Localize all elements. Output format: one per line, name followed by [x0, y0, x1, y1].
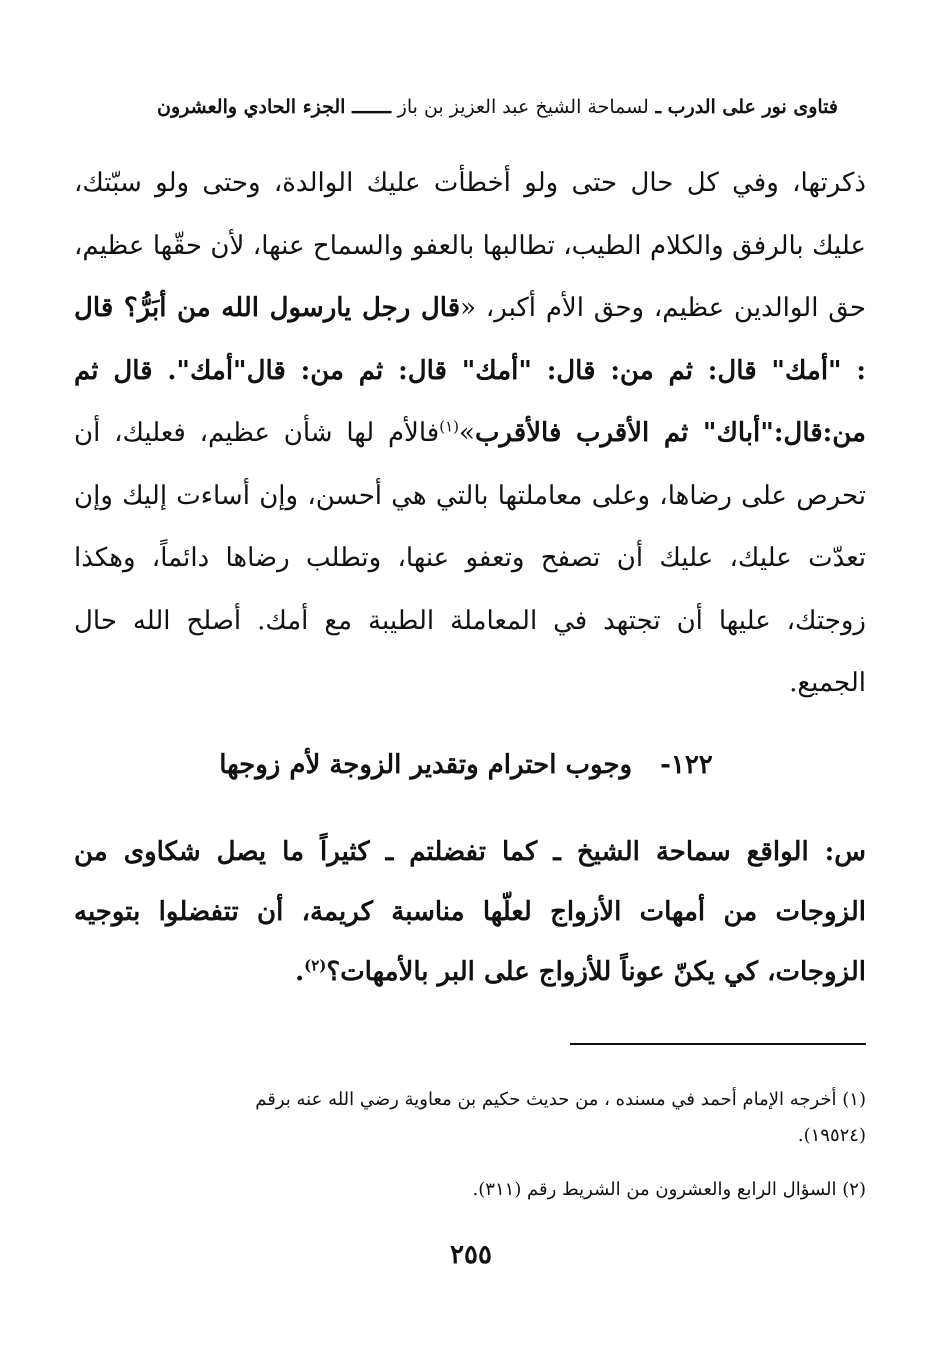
question-text: س: الواقع سماحة الشيخ ـ كما تفضلتم ـ كثيراً ما يصل شكاوى من الزوجات من أمهات الأزواج لعلّها مناسبة كريمة، أن تتفضلوا بتوجيه الزوجات، كي يكنّ عوناً للأزواج على البر بالأمهات؟	[74, 837, 866, 987]
body-text-part-1: ذكرتها، وفي كل حال حتى ولو أخطأت عليك الوالدة، وحتى ولو سبّتك، عليك بالرفق والكلام الطيب، تطالبها بالعفو والسماح عنها، لأن حقّها عظيم، حق الوالدين عظيم، وحق الأم أكبر، «	[74, 168, 866, 323]
footnote-1-line-2: (١٩٥٢٤).	[797, 1125, 866, 1146]
page-number: ٢٥٥	[450, 1240, 492, 1270]
section-heading	[186, 750, 746, 781]
footnote-2: (٢) السؤال الرابع والعشرون من الشريط رقم (٣١١).	[472, 1179, 866, 1200]
footnotes-section	[74, 1082, 866, 1208]
footnote-1-line-1: (١) أخرجه الإمام أحمد في مسنده ، من حديث حكيم بن معاوية رضي الله عنه برقم	[255, 1089, 866, 1110]
header-separator: ـ	[648, 96, 668, 118]
hadith-quote: قال رجل يارسول الله من أبَرُّ؟ قال : "أمك" قال: ثم من: قال: "أمك" قال: ثم من: قال"أمك". قال ثم من:قال:"أباك" ثم الأقرب فالأقرب	[74, 293, 866, 448]
body-paragraph	[74, 152, 866, 715]
header-separator-long: ـــــــ	[345, 96, 398, 118]
body-text-part-2: فالأم لها شأن عظيم، فعليك، أن تحرص على رضاها، وعلى معاملتها بالتي هي أحسن، وإن أساءت إليك وإن تعدّت عليك، عليك أن تصفح وتعفو عنها، وتطلب رضاها دائماً، وهكذا زوجتك، عليها أن تجتهد في المعاملة الطيبة مع أمك. أصلح الله حال الجميع.	[74, 418, 866, 698]
book-title: فتاوى نور على الدرب	[667, 96, 838, 118]
hadith-close-mark: »	[459, 418, 475, 448]
footnote-1	[74, 1082, 866, 1154]
volume-title: الجزء الحادي والعشرون	[157, 96, 346, 118]
section-number: ١٢٢-	[660, 750, 713, 780]
footnote-divider	[570, 1043, 866, 1045]
section-title: وجوب احترام وتقدير الزوجة لأم زوجها	[219, 750, 633, 780]
running-header	[104, 96, 838, 119]
author-name: لسماحة الشيخ عبد العزيز بن باز	[397, 96, 649, 118]
question-paragraph	[74, 822, 866, 1002]
footnote-ref-1: (١)	[439, 417, 460, 436]
question-end-mark: .	[295, 957, 305, 987]
footnote-ref-2: (٢)	[304, 956, 327, 975]
